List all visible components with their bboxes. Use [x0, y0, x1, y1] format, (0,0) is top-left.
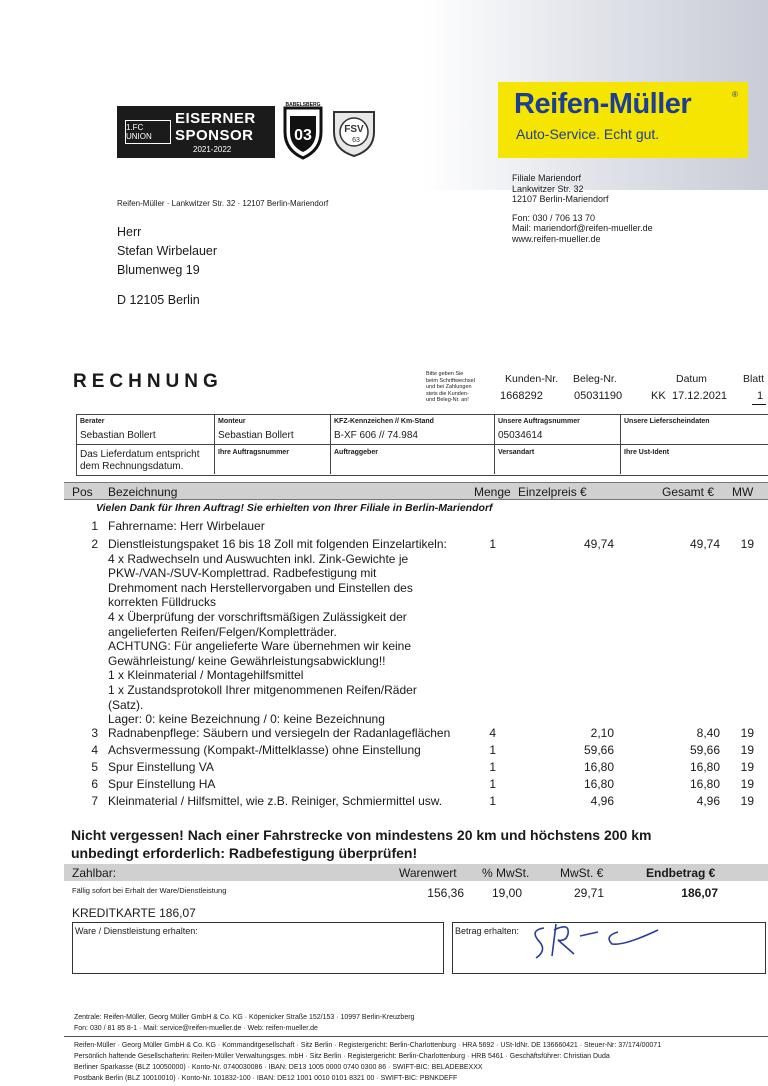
company-slogan: Auto-Service. Echt gut.	[516, 126, 660, 142]
eiserner-sponsor-logo	[117, 106, 275, 158]
goods-received-box	[72, 922, 444, 974]
item-quantity: 1	[489, 760, 496, 774]
net-value: 156,36	[427, 886, 464, 900]
receipt-number: 05031190	[574, 390, 623, 402]
item-description-line: Drehmoment nach Herstellervorgaben und Einstellen des	[108, 580, 413, 595]
delivery-date-note	[80, 449, 200, 473]
item-description-line: Lager: 0: keine Bezeichnung / 0: keine Bezeichnung	[108, 712, 385, 727]
col-vat: MW	[732, 485, 754, 499]
item-description-line: Gewährleistung/ keine Gewährleistungsabwicklung!!	[108, 653, 386, 668]
recipient-name: Stefan Wirbelauer	[117, 244, 218, 258]
reifen-mueller-logo	[498, 82, 748, 158]
crest1-number: 03	[294, 127, 312, 144]
branch-info	[512, 173, 653, 244]
item-description-line: PKW-/VAN-/SUV-Komplettrad. Radbefestigung mit	[108, 566, 377, 581]
item-description-line: Kleinmaterial / Hilfsmittel, wie z.B. Reiniger, Schmiermittel usw.	[108, 794, 443, 808]
mechanic-label: Monteur	[218, 418, 246, 425]
branch-city: 12107 Berlin-Mariendorf	[512, 194, 609, 204]
item-unit-price: 2,10	[590, 726, 614, 740]
footer-line: Fon: 030 / 81 85 8-1 · Mail: service@reifen-mueller.de · Web: reifen-mueller.de	[74, 1025, 318, 1032]
footer-line: Reifen-Müller · Georg Müller GmbH & Co. KG · Kommanditgesellschaft · Sitz Berlin · Registergericht: Berlin-Charlottenburg · HRA 5692 · USt-IdNr. DE 136660421 · Steuer-Nr: 37/174/00071	[74, 1042, 662, 1049]
page-underline	[752, 404, 766, 405]
item-vat-code: 19	[740, 760, 754, 774]
shipping-label: Versandart	[498, 449, 535, 456]
payment-method: KREDITKARTE 186,07	[72, 906, 196, 920]
hint-line: beim Schriftwechsel	[426, 377, 475, 384]
footer-headquarters	[74, 1012, 414, 1034]
page-number: 1	[757, 390, 764, 402]
union-club-mark: 1.FC UNION	[125, 120, 171, 144]
item-unit-price: 59,66	[583, 743, 614, 757]
fsv-63-crest-logo	[331, 108, 377, 158]
item-total: 8,40	[696, 726, 720, 740]
item-description	[108, 743, 528, 758]
receipt-number-label: Beleg-Nr.	[573, 373, 617, 385]
item-vat-code: 19	[740, 794, 754, 808]
item-description-line: 4 x Überprüfung der vorschriftsmäßigen Zulässigkeit der	[108, 609, 407, 624]
net-value-label: Warenwert	[399, 866, 457, 880]
item-vat-code: 19	[740, 743, 754, 757]
order-number-label: Unsere Auftragsnummer	[498, 418, 580, 425]
hint-line: und Beleg-Nr. an!	[426, 397, 469, 403]
wheel-check-notice	[71, 826, 651, 862]
crest2-number: 63	[352, 137, 360, 144]
item-quantity: 1	[489, 537, 496, 551]
col-quantity: Menge	[474, 485, 511, 499]
item-position: 5	[91, 760, 98, 774]
item-description-line: Dienstleistungspaket 16 bis 18 Zoll mit folgenden Einzelartikeln:	[108, 537, 447, 551]
item-quantity: 1	[489, 794, 496, 808]
plate-km: B-XF 606 // 74.984	[334, 430, 418, 441]
plate-km-label: KFZ-Kennzeichen // Km-Stand	[334, 418, 434, 425]
notice-line: unbedingt erforderlich: Radbefestigung überprüfen!	[71, 845, 418, 861]
item-description-line: Fahrername: Herr Wirbelauer	[108, 519, 265, 533]
registered-mark: ®	[732, 90, 738, 99]
branch-street: Lankwitzer Str. 32	[512, 183, 584, 194]
item-unit-price: 16,80	[583, 760, 614, 774]
item-position: 6	[91, 777, 98, 791]
recipient-salutation: Herr	[117, 225, 142, 239]
sender-line: Reifen-Müller · Lankwitzer Str. 32 · 12107 Berlin-Mariendorf	[117, 199, 329, 208]
col-description: Bezeichnung	[108, 485, 178, 499]
payable-label: Zahlbar:	[72, 866, 117, 880]
vat-id-label: Ihre Ust-Ident	[624, 449, 670, 456]
item-quantity: 4	[489, 726, 496, 740]
invoice-date: 17.12.2021	[672, 390, 728, 402]
item-description	[108, 726, 528, 741]
col-pos: Pos	[72, 485, 93, 499]
item-quantity: 1	[489, 777, 496, 791]
signature-image	[508, 916, 698, 962]
footer-divider	[64, 1036, 768, 1037]
item-vat-code: 19	[740, 537, 754, 551]
vat-amount-label: MwSt. €	[560, 866, 604, 880]
customer-number: 1668292	[500, 390, 543, 402]
item-unit-price: 16,80	[583, 777, 614, 791]
sponsor-line-1: EISERNER	[175, 110, 256, 127]
company-name: Reifen-Müller	[514, 88, 692, 120]
due-note: Fällig sofort bei Erhalt der Ware/Dienstleistung	[72, 886, 227, 895]
item-description	[108, 794, 528, 809]
item-unit-price: 4,96	[590, 794, 614, 808]
item-description-line: 1 x Kleinmaterial / Montagehilfsmittel	[108, 668, 304, 683]
goods-received-label: Ware / Dienstleistung erhalten:	[75, 926, 198, 936]
item-unit-price: 49,74	[583, 537, 614, 551]
delivery-note-line: Das Lieferdatum entspricht	[80, 449, 200, 460]
recipient-city: D 12105 Berlin	[117, 293, 200, 307]
item-position: 4	[91, 743, 98, 757]
vat-amount: 29,71	[573, 886, 604, 900]
item-description-line: korrekten Fülldrucks	[108, 595, 217, 610]
document-title: RECHNUNG	[73, 371, 223, 392]
branch-name: Filiale Mariendorf	[512, 173, 582, 183]
item-description-line: Spur Einstellung VA	[108, 760, 214, 774]
item-quantity: 1	[489, 743, 496, 757]
footer-line: Postbank Berlin (BLZ 10010010) · Konto-Nr. 101832-100 · IBAN: DE12 1001 0010 0101 8321 00 · SWIFT-BIC: PBNKDEFF	[74, 1075, 458, 1082]
col-total: Gesamt €	[662, 485, 715, 499]
branch-phone: Fon: 030 / 706 13 70	[512, 212, 596, 223]
mechanic-name: Sebastian Bollert	[218, 430, 294, 441]
item-position: 3	[91, 726, 98, 740]
footer-line: Persönlich haftende Gesellschafterin: Reifen-Müller Verwaltungsges. mbH · Sitz Berlin · Registergericht: Berlin-Charlottenburg · HRB 5461 · Geschäftsführer: Christian Duda	[74, 1053, 610, 1060]
your-order-label: Ihre Auftragsnummer	[218, 449, 289, 456]
item-description-line: ACHTUNG: Für angelieferte Ware übernehmen wir keine	[108, 639, 412, 654]
item-description-line: angelieferten Reifen/Felgen/Kompletträder.	[108, 624, 337, 639]
branch-web: www.reifen-mueller.de	[512, 233, 601, 244]
footer-line: Zentrale: Reifen-Müller, Georg Müller GmbH & Co. KG · Köpenicker Straße 152/153 · 10997 Berlin-Kreuzberg	[74, 1014, 415, 1021]
sponsor-season: 2021-2022	[193, 145, 232, 154]
hint-line: Bitte geben Sie	[426, 371, 464, 377]
info-grid-divider	[330, 414, 331, 474]
item-description	[108, 537, 528, 727]
hint-line: und bei Zahlungen	[426, 384, 472, 390]
sponsor-line-2: SPONSOR	[175, 127, 254, 144]
item-total: 16,80	[689, 760, 720, 774]
item-description	[108, 777, 528, 792]
summary-header	[64, 864, 768, 881]
item-total: 4,96	[696, 794, 720, 808]
info-grid-divider	[620, 414, 621, 474]
vat-rate-label: % MwSt.	[482, 866, 530, 880]
client-label: Auftraggeber	[334, 449, 378, 456]
kk-code: KK	[651, 390, 666, 402]
branch-mail: Mail: mariendorf@reifen-mueller.de	[512, 223, 653, 233]
item-description-line: 4 x Radwechseln und Auswuchten inkl. Zink-Gewichte je	[108, 551, 409, 566]
info-grid-divider	[76, 444, 768, 445]
date-label: Datum	[676, 373, 707, 385]
item-position: 2	[91, 537, 98, 551]
item-total: 59,66	[689, 743, 720, 757]
recipient-street: Blumenweg 19	[117, 263, 200, 277]
order-number: 05034614	[498, 430, 543, 441]
notice-line: Nicht vergessen! Nach einer Fahrstrecke von mindestens 20 km und höchstens 200 km	[71, 827, 652, 843]
item-description-line: Spur Einstellung HA	[108, 777, 216, 791]
advisor-label: Berater	[80, 418, 105, 425]
recipient-address	[117, 223, 217, 310]
delivery-data-label: Unsere Lieferscheindaten	[624, 418, 710, 425]
item-position: 7	[91, 794, 98, 808]
customer-number-label: Kunden-Nr.	[505, 373, 559, 385]
item-vat-code: 19	[740, 726, 754, 740]
item-description-line: 1 x Zustandsprotokoll Ihrer mitgenommenen Reifen/Räder	[108, 682, 417, 697]
item-description-line: Achsvermessung (Kompakt-/Mittelklasse) ohne Einstellung	[108, 743, 421, 757]
advisor-name: Sebastian Bollert	[80, 430, 156, 441]
item-position: 1	[91, 519, 98, 533]
final-amount-label: Endbetrag €	[646, 866, 716, 880]
crest2-letters: FSV	[344, 124, 364, 135]
crest1-name: BABELSBERG	[285, 102, 321, 108]
footer-legal	[74, 1040, 661, 1084]
hint-line: stets die Kunden-	[426, 390, 469, 397]
page-label: Blatt	[743, 373, 765, 385]
items-column-header	[64, 482, 768, 500]
item-description	[108, 760, 528, 775]
final-amount: 186,07	[681, 886, 718, 900]
item-description-line: (Satz).	[108, 697, 144, 712]
vat-rate: 19,00	[491, 886, 522, 900]
delivery-note-line: dem Rechnungsdatum.	[80, 461, 184, 472]
item-vat-code: 19	[740, 777, 754, 791]
item-description	[108, 519, 528, 534]
info-grid-divider	[494, 414, 495, 474]
thank-you-note: Vielen Dank für Ihren Auftrag! Sie erhielten von Ihrer Filiale in Berlin-Mariendorf	[96, 502, 493, 514]
item-description-line: Radnabenpflege: Säubern und versiegeln der Radanlageflächen	[108, 726, 451, 740]
reference-hint	[426, 371, 488, 404]
col-unit-price: Einzelpreis €	[518, 485, 587, 499]
info-grid-divider	[214, 414, 215, 474]
amount-received-label: Betrag erhalten:	[455, 926, 520, 936]
item-total: 49,74	[689, 537, 720, 551]
item-total: 16,80	[689, 777, 720, 791]
footer-line: Berliner Sparkasse (BLZ 10050000) · Konto-Nr. 0740030086 · IBAN: DE13 1005 0000 0740 0300 86 · SWIFT-BIC: BELADEBEXXX	[74, 1064, 483, 1071]
babelsberg-crest-logo	[281, 102, 325, 160]
